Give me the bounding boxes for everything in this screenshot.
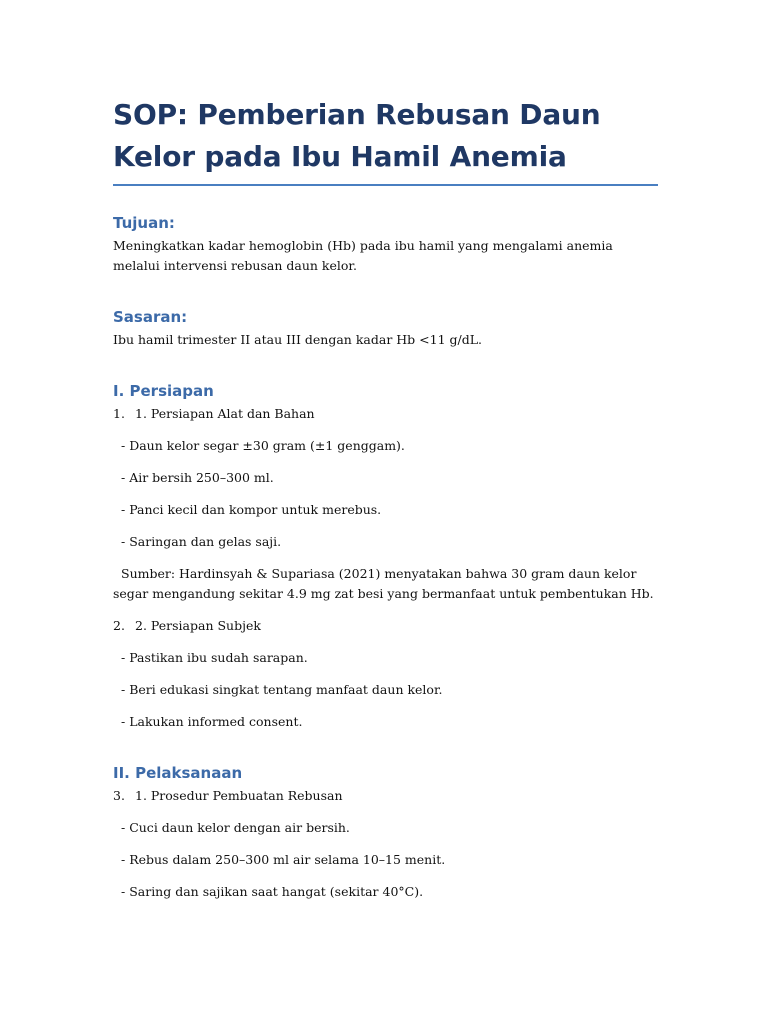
sub-item: - Beri edukasi singkat tentang manfaat daun kelor. — [121, 682, 443, 697]
heading-pelaksanaan: II. Pelaksanaan — [113, 764, 243, 782]
source-note: Sumber: Hardinsyah & Supariasa (2021) menyatakan bahwa 30 gram daun kelor segar mengandung sekitar 4.9 mg zat besi yang bermanfaat untuk pembentukan Hb. — [113, 566, 654, 601]
list-item-label: 1. Prosedur Pembuatan Rebusan — [135, 788, 343, 803]
sub-item: - Air bersih 250–300 ml. — [121, 470, 274, 485]
heading-sasaran: Sasaran: — [113, 308, 188, 326]
sub-item: - Lakukan informed consent. — [121, 714, 303, 729]
sub-item: - Pastikan ibu sudah sarapan. — [121, 650, 308, 665]
list-item-label: 2. Persiapan Subjek — [135, 618, 261, 633]
list-item-persiapan-subjek — [113, 616, 658, 636]
tujuan-text: Meningkatkan kadar hemoglobin (Hb) pada ibu hamil yang mengalami anemia melalui intervensi rebusan daun kelor. — [113, 238, 613, 273]
sub-item: - Saringan dan gelas saji. — [121, 534, 282, 549]
sub-item: - Daun kelor segar ±30 gram (±1 genggam). — [121, 438, 405, 453]
list-item-number: 2. — [113, 618, 125, 633]
heading-tujuan: Tujuan: — [113, 214, 175, 232]
document-title: SOP: Pemberian Rebusan Daun Kelor pada Ibu Hamil Anemia — [113, 94, 658, 186]
sub-item: - Rebus dalam 250–300 ml air selama 10–15 menit. — [121, 852, 446, 867]
list-item-prosedur-rebusan — [113, 786, 658, 806]
list-item-label: 1. Persiapan Alat dan Bahan — [135, 406, 315, 421]
sub-item: - Panci kecil dan kompor untuk merebus. — [121, 502, 382, 517]
list-item-number: 1. — [113, 406, 125, 421]
sub-item: - Cuci daun kelor dengan air bersih. — [121, 820, 350, 835]
list-item-number: 3. — [113, 788, 125, 803]
heading-persiapan: I. Persiapan — [113, 382, 214, 400]
sub-item: - Saring dan sajikan saat hangat (sekitar 40°C). — [121, 884, 424, 899]
sasaran-text: Ibu hamil trimester II atau III dengan kadar Hb <11 g/dL. — [113, 332, 482, 347]
list-item-persiapan-alat — [113, 404, 658, 424]
document-page — [113, 94, 658, 902]
